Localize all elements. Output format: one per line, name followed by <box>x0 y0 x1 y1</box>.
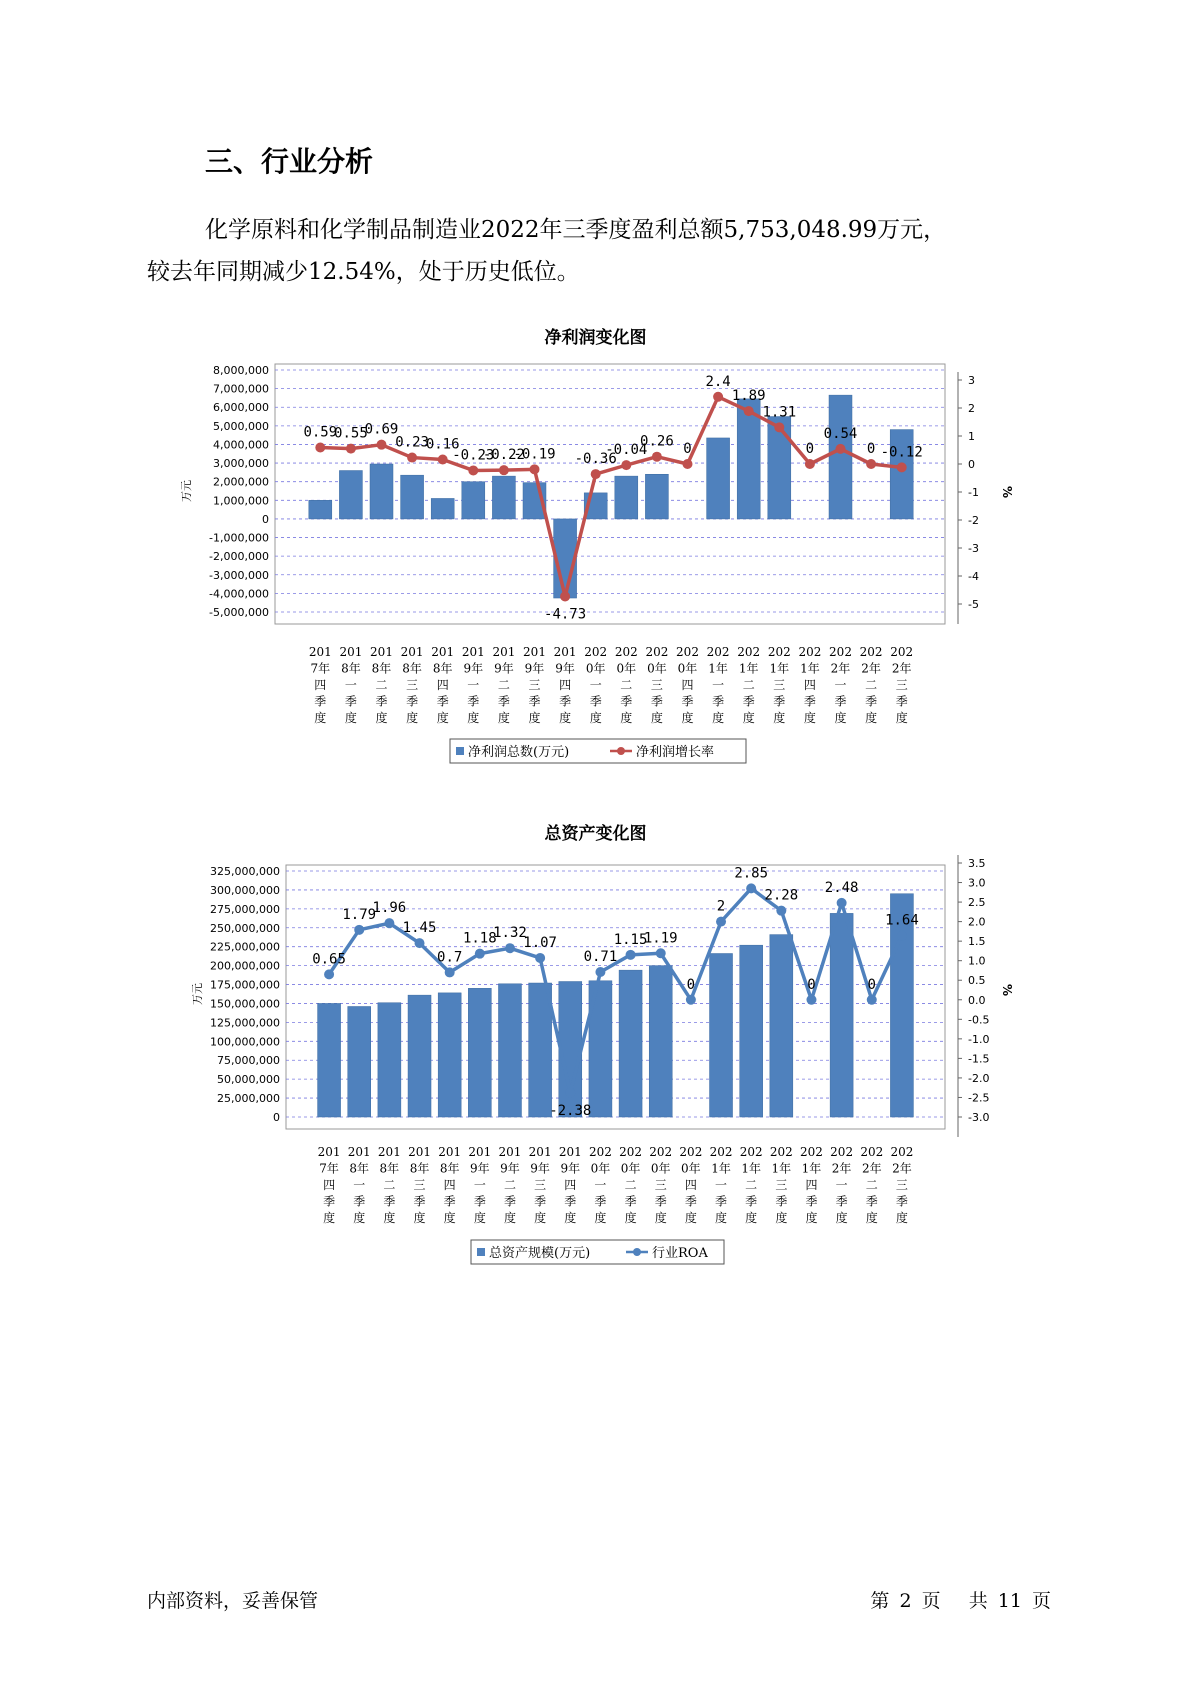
x-tick-label: 201 9年一季度 <box>468 1145 492 1225</box>
line-point <box>505 943 515 953</box>
total-assets-chart <box>0 835 1191 1265</box>
x-tick-label: 201 8年二季度 <box>377 1145 401 1225</box>
line-point <box>867 995 877 1005</box>
bar <box>770 935 793 1117</box>
y-tick-label: 175,000,000 <box>210 978 280 992</box>
y2-tick-label: 2.5 <box>968 896 986 910</box>
point-label: 1.15 <box>613 931 648 948</box>
x-tick-label: 201 9年四季度 <box>558 1145 582 1225</box>
y2-tick-label: -1.5 <box>968 1052 990 1066</box>
line-point <box>716 917 726 927</box>
point-label: 0.7 <box>437 949 463 966</box>
x-tick-label: 201 8年三季度 <box>400 645 424 725</box>
footer-page-prefix: 第 <box>870 1590 890 1612</box>
bar <box>619 970 642 1117</box>
point-label: 1.18 <box>462 930 497 947</box>
x-tick-label: 201 7年四季度 <box>308 645 332 725</box>
y-tick-label: 100,000,000 <box>210 1035 280 1049</box>
point-label: 0.54 <box>823 425 858 442</box>
line-point <box>806 995 816 1005</box>
y-tick-label: 8,000,000 <box>213 364 269 377</box>
y-tick-label: 250,000,000 <box>210 921 280 935</box>
point-label: 0 <box>805 441 815 457</box>
y2-tick-label: -3.0 <box>968 1111 990 1124</box>
footer-page-unit: 页 <box>921 1590 941 1612</box>
bar <box>740 945 763 1117</box>
x-tick-label: 202 2年三季度 <box>890 1145 914 1225</box>
x-tick-label: 201 9年四季度 <box>553 645 577 725</box>
bar <box>649 966 672 1117</box>
y-tick-label: 25,000,000 <box>217 1092 280 1106</box>
point-label: 2.28 <box>764 887 799 904</box>
point-label: 1.89 <box>731 388 766 405</box>
line-point <box>897 462 907 472</box>
line-point <box>652 452 662 462</box>
legend <box>450 739 746 763</box>
legend-line-label: 行业ROA <box>652 1246 708 1261</box>
y-tick-label: 75,000,000 <box>217 1054 280 1068</box>
y-tick-label: 50,000,000 <box>217 1073 280 1087</box>
bar <box>707 438 730 519</box>
net-profit-chart <box>0 340 1191 770</box>
line-point <box>438 455 448 465</box>
legend-bar-swatch <box>477 1248 485 1256</box>
point-label: 0.71 <box>583 949 618 966</box>
legend-line-label: 净利润增长率 <box>636 745 715 760</box>
line-point <box>445 967 455 977</box>
point-label: 0 <box>686 976 696 993</box>
x-tick-label: 202 0年四季度 <box>679 1145 703 1225</box>
line-point <box>377 440 387 450</box>
bar <box>890 430 913 519</box>
point-label: 0.23 <box>395 434 429 451</box>
x-tick-label: 201 9年二季度 <box>498 1145 522 1225</box>
point-label: 1.96 <box>372 900 407 917</box>
y-tick-label: -4,000,000 <box>209 587 269 601</box>
point-label: -0.04 <box>605 442 648 459</box>
x-tick-label: 201 8年一季度 <box>347 1145 371 1225</box>
y-tick-label: 1,000,000 <box>213 494 269 508</box>
x-tick-label: 202 0年三季度 <box>645 645 669 725</box>
footer-total-unit: 页 <box>1031 1590 1051 1612</box>
point-label: 0.26 <box>640 433 674 450</box>
point-label: -4.73 <box>544 606 587 623</box>
point-label: 1.45 <box>402 920 437 937</box>
x-tick-label: 202 0年一季度 <box>584 645 608 725</box>
x-tick-label: 202 0年二季度 <box>614 645 638 725</box>
x-tick-label: 202 0年四季度 <box>676 645 699 725</box>
line-point <box>776 906 786 916</box>
bar <box>462 482 485 519</box>
y-tick-label: 3,000,000 <box>213 457 269 471</box>
bar <box>438 993 461 1117</box>
bar <box>492 476 515 519</box>
point-label: 2.48 <box>824 879 859 896</box>
line-point <box>621 460 631 470</box>
x-tick-label: 201 9年二季度 <box>492 645 516 725</box>
point-label: 2.85 <box>734 865 769 882</box>
y-tick-label: 150,000,000 <box>210 997 280 1011</box>
y-tick-label: 300,000,000 <box>210 883 280 897</box>
y-tick-label: 4,000,000 <box>213 438 269 452</box>
x-tick-label: 201 8年四季度 <box>431 645 455 725</box>
y-tick-label: 6,000,000 <box>213 401 269 415</box>
x-tick-label: 202 1年二季度 <box>737 645 761 725</box>
y2-tick-label: 0.5 <box>968 974 986 988</box>
line-point <box>407 453 417 463</box>
line-point <box>415 938 425 948</box>
x-tick-label: 201 8年四季度 <box>438 1145 462 1225</box>
line-point <box>560 591 570 601</box>
line-point <box>744 406 754 416</box>
line-point <box>837 898 847 908</box>
y2-tick-label: -1 <box>968 486 979 499</box>
y-tick-label: -1,000,000 <box>209 531 269 545</box>
line-point <box>535 953 545 963</box>
y-tick-label: -5,000,000 <box>209 606 269 619</box>
y2-tick-label: 1 <box>968 430 975 443</box>
bar <box>339 471 362 519</box>
bar <box>468 988 491 1117</box>
point-label: 2 <box>716 898 726 915</box>
y2-axis-title: % <box>1000 983 1014 997</box>
line-point <box>565 1088 575 1098</box>
x-tick-label: 201 8年一季度 <box>339 645 363 725</box>
footer-total-prefix: 共 <box>968 1590 988 1612</box>
line-point <box>354 925 364 935</box>
bar <box>615 476 638 519</box>
paragraph-line-2: 较去年同期减少12.54%，处于历史低位。 <box>147 259 580 285</box>
point-label: 0 <box>866 441 876 457</box>
line-point <box>656 948 666 958</box>
bar <box>431 498 454 518</box>
bar <box>498 984 521 1117</box>
line-point <box>475 949 485 959</box>
bar <box>309 500 332 519</box>
y2-tick-label: -3 <box>968 542 979 555</box>
y-tick-label: 275,000,000 <box>210 902 280 916</box>
y-tick-label: 5,000,000 <box>213 419 269 433</box>
line-point <box>384 918 394 928</box>
point-label: 0.59 <box>303 424 338 441</box>
x-tick-label: 202 0年一季度 <box>588 1145 612 1225</box>
y-axis-title: 万元 <box>180 480 193 502</box>
y2-tick-label: 0 <box>968 458 975 471</box>
bar <box>829 395 852 519</box>
y2-tick-label: 2 <box>968 402 975 415</box>
point-label: 1.79 <box>342 906 377 923</box>
legend-bar-label: 总资产规模(万元) <box>489 1246 591 1261</box>
line-point <box>315 442 325 452</box>
y2-tick-label: -2 <box>968 514 979 527</box>
y2-tick-label: 0.0 <box>968 993 986 1007</box>
line-point <box>683 459 693 469</box>
bar <box>370 464 393 519</box>
section-title: 三、行业分析 <box>205 145 374 178</box>
y2-tick-label: -0.5 <box>968 1013 990 1027</box>
footer-page-num: 2 <box>899 1590 912 1612</box>
bar <box>645 474 668 519</box>
y2-tick-label: 3.0 <box>968 876 986 890</box>
x-tick-label: 202 1年三季度 <box>767 645 791 725</box>
point-label: 0 <box>807 976 816 993</box>
legend <box>471 1240 724 1264</box>
point-label: 1.64 <box>885 912 919 929</box>
x-tick-label: 202 2年一季度 <box>830 1145 854 1225</box>
x-tick-label: 202 0年二季度 <box>619 1145 643 1225</box>
y-tick-label: 0 <box>262 512 269 526</box>
line-point <box>805 459 815 469</box>
bar <box>348 1006 371 1117</box>
point-label: 1.19 <box>643 930 678 947</box>
y2-tick-label: -2.0 <box>968 1071 990 1085</box>
legend-line-marker <box>617 747 625 755</box>
x-tick-label: 202 1年四季度 <box>798 645 822 725</box>
x-tick-label: 201 7年四季度 <box>317 1145 341 1225</box>
x-tick-label: 202 1年一季度 <box>706 645 730 725</box>
point-label: 1.07 <box>523 934 557 951</box>
point-label: -0.19 <box>513 446 556 463</box>
legend-bar-swatch <box>456 747 464 755</box>
y-tick-label: -2,000,000 <box>209 550 269 564</box>
footer-total-num: 11 <box>997 1590 1022 1612</box>
line-point <box>713 392 723 402</box>
y-tick-label: 325,000,000 <box>210 865 280 878</box>
y-tick-label: 225,000,000 <box>210 940 280 954</box>
line-point <box>746 883 756 893</box>
y2-tick-label: 2.0 <box>968 915 986 929</box>
y-tick-label: 2,000,000 <box>213 475 269 489</box>
legend-bar-label: 净利润总数(万元) <box>468 745 570 760</box>
line-point <box>499 465 509 475</box>
y-tick-label: -3,000,000 <box>209 568 269 582</box>
x-tick-label: 202 2年三季度 <box>890 645 914 725</box>
point-label: -0.36 <box>574 451 617 468</box>
line-point <box>468 465 478 475</box>
line-point <box>595 967 605 977</box>
x-tick-label: 202 1年二季度 <box>739 1145 763 1225</box>
point-label: 0.69 <box>364 421 399 438</box>
bar <box>710 954 733 1117</box>
y-tick-label: 0 <box>273 1111 280 1124</box>
line-point <box>774 422 784 432</box>
x-tick-label: 201 9年一季度 <box>461 645 485 725</box>
bar <box>378 1003 401 1117</box>
point-label: 1.31 <box>762 404 797 421</box>
y-tick-label: 200,000,000 <box>210 959 280 973</box>
line-point <box>836 444 846 454</box>
footer-confidential-note: 内部资料，妥善保管 <box>147 1590 319 1612</box>
paragraph-line-1: 化学原料和化学制品制造业2022年三季度盈利总额5,753,048.99万元， <box>205 217 947 243</box>
line-point <box>591 469 601 479</box>
y2-axis-title: % <box>1000 485 1014 499</box>
line-point <box>530 464 540 474</box>
chart-1-title: 净利润变化图 <box>544 328 647 348</box>
y-tick-label: 7,000,000 <box>213 382 269 396</box>
point-label: 0 <box>683 441 692 457</box>
bar <box>830 913 853 1117</box>
line-point <box>897 931 907 941</box>
point-label: -0.23 <box>452 447 495 464</box>
x-tick-label: 202 2年二季度 <box>859 645 883 725</box>
y2-tick-label: -1.0 <box>968 1032 990 1046</box>
y2-tick-label: -5 <box>968 598 979 611</box>
x-tick-label: 201 9年三季度 <box>528 1145 552 1225</box>
line-point <box>686 995 696 1005</box>
point-label: 0.65 <box>312 951 346 968</box>
x-tick-label: 202 0年三季度 <box>649 1145 673 1225</box>
chart-2-title: 总资产变化图 <box>544 824 647 844</box>
x-tick-label: 201 8年二季度 <box>370 645 393 725</box>
x-tick-label: 202 2年二季度 <box>860 1145 884 1225</box>
point-label: -0.22 <box>482 447 525 464</box>
bar <box>529 983 552 1117</box>
point-label: 0.16 <box>425 436 460 453</box>
x-tick-label: 202 1年四季度 <box>800 1145 823 1225</box>
y-axis-title: 万元 <box>191 983 204 1005</box>
y-tick-label: 125,000,000 <box>210 1016 280 1030</box>
point-label: 2.4 <box>705 373 731 390</box>
footer-page-number <box>866 1586 1051 1613</box>
y2-tick-label: 3 <box>968 374 975 387</box>
line-point <box>346 444 356 454</box>
x-tick-label: 201 8年三季度 <box>408 1145 431 1225</box>
point-label: 0 <box>867 976 876 993</box>
point-label: 0.55 <box>334 425 368 442</box>
line-point <box>866 459 876 469</box>
bar <box>401 475 424 519</box>
y2-tick-label: 3.5 <box>968 857 986 870</box>
point-label: 1.32 <box>493 925 527 942</box>
point-label: -0.12 <box>880 444 923 461</box>
bar <box>318 1003 341 1117</box>
line-point <box>626 950 636 960</box>
line-point <box>324 969 334 979</box>
x-tick-label: 202 2年一季度 <box>829 645 852 725</box>
x-tick-label: 202 1年一季度 <box>709 1145 733 1225</box>
bar <box>408 995 431 1117</box>
x-tick-label: 201 9年三季度 <box>523 645 546 725</box>
point-label: -2.38 <box>549 1102 592 1119</box>
y2-tick-label: 1.0 <box>968 954 986 968</box>
y2-tick-label: -4 <box>968 570 979 583</box>
y2-tick-label: -2.5 <box>968 1091 990 1105</box>
x-tick-label: 202 1年三季度 <box>769 1145 793 1225</box>
y2-tick-label: 1.5 <box>968 935 986 949</box>
legend-line-marker <box>633 1248 641 1256</box>
